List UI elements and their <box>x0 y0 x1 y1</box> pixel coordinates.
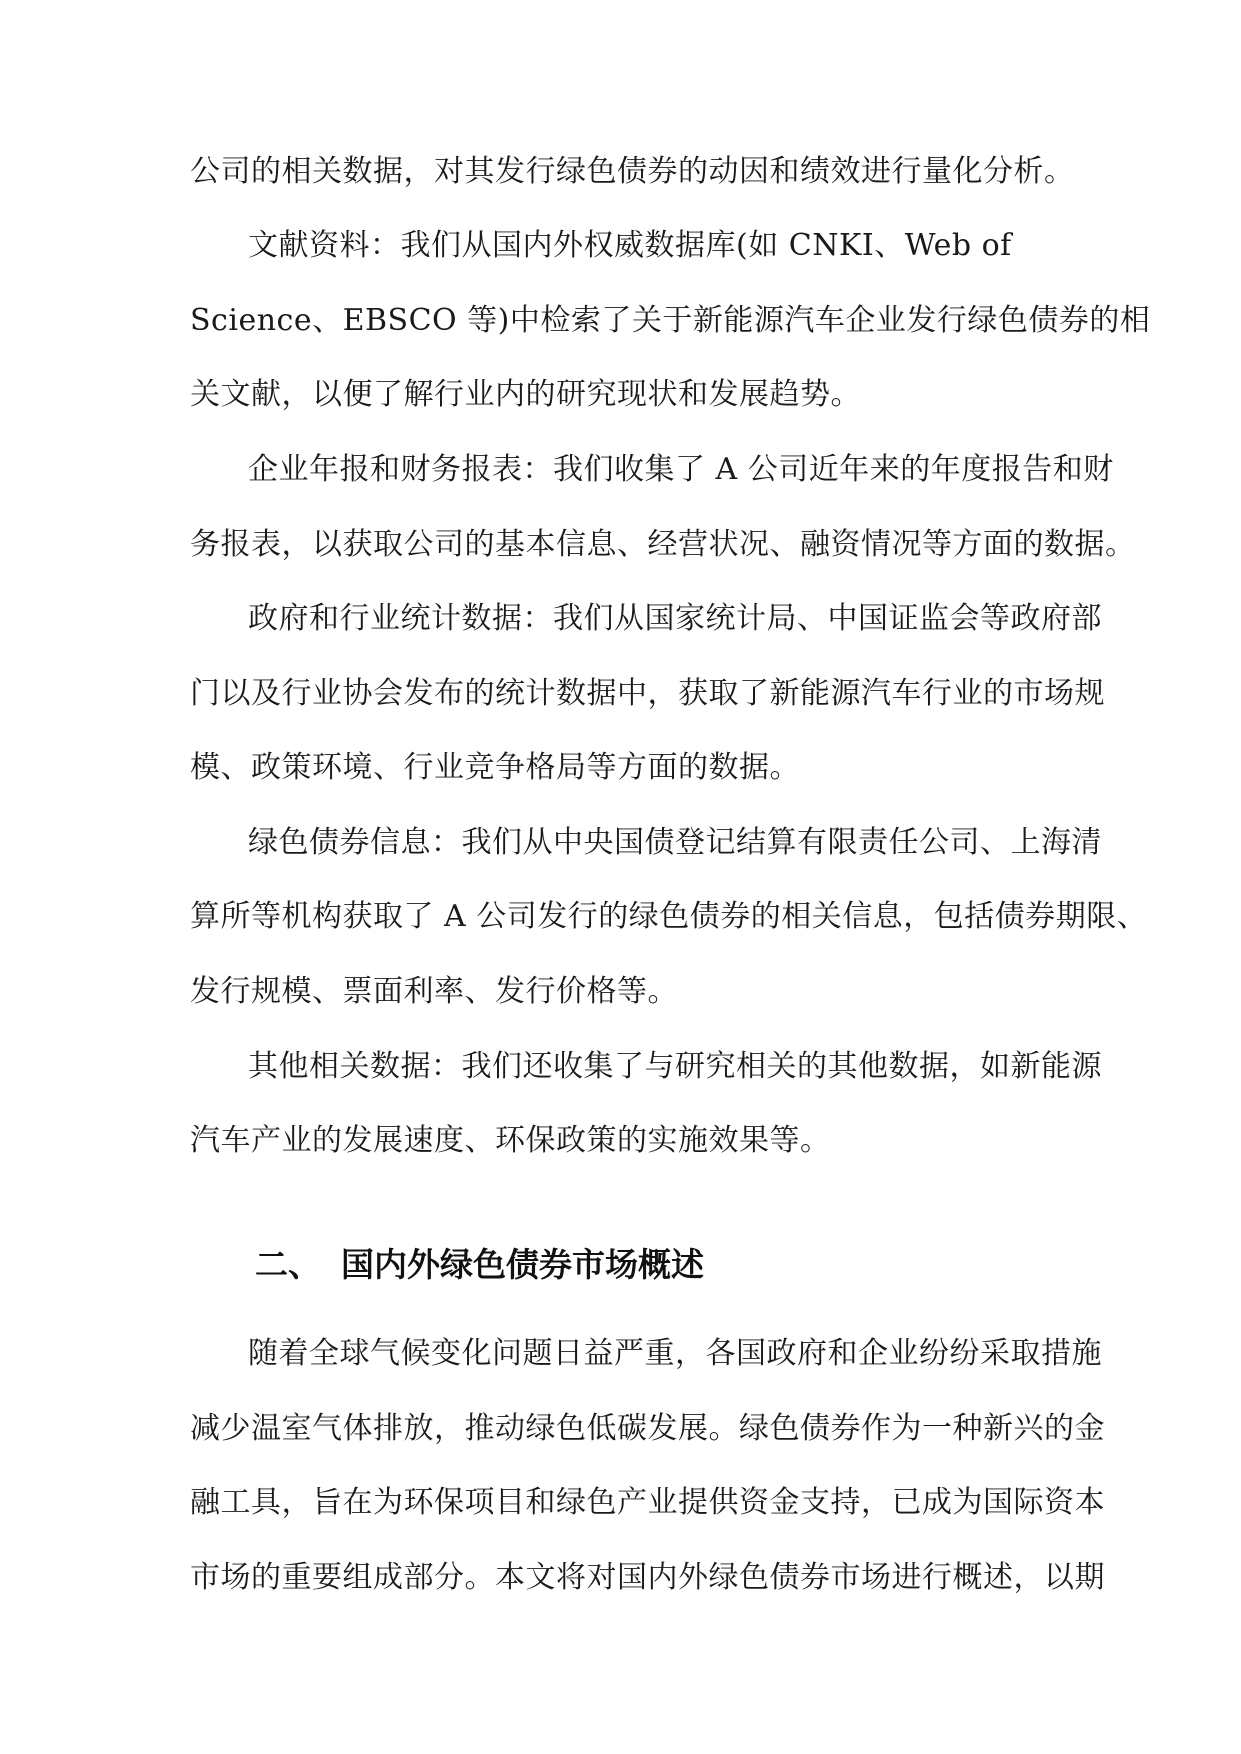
paragraph-line: 公司的相关数据，对其发行绿色债券的动因和绩效进行量化分析。 <box>190 154 1075 189</box>
paragraph-line: 绿色债券信息：我们从中央国债登记结算有限责任公司、上海清 <box>248 825 1102 860</box>
paragraph-line: 市场的重要组成部分。本文将对国内外绿色债券市场进行概述，以期 <box>190 1560 1105 1595</box>
paragraph-line: 关文献，以便了解行业内的研究现状和发展趋势。 <box>190 377 861 412</box>
paragraph-line: 算所等机构获取了 A 公司发行的绿色债券的相关信息，包括债券期限、 <box>190 899 1148 934</box>
section-heading <box>255 1245 704 1285</box>
paragraph-line: 文献资料：我们从国内外权威数据库(如 CNKI、Web of <box>248 228 1012 263</box>
paragraph-line: 政府和行业统计数据：我们从国家统计局、中国证监会等政府部 <box>248 601 1102 636</box>
paragraph-line: 企业年报和财务报表：我们收集了 A 公司近年来的年度报告和财 <box>248 452 1114 487</box>
paragraph-line: Science、EBSCO 等)中检索了关于新能源汽车企业发行绿色债券的相 <box>190 303 1151 338</box>
section-title: 国内外绿色债券市场概述 <box>341 1245 704 1284</box>
section-number: 二、 <box>255 1245 321 1284</box>
paragraph-line: 汽车产业的发展速度、环保政策的实施效果等。 <box>190 1123 831 1158</box>
paragraph-line: 门以及行业协会发布的统计数据中，获取了新能源汽车行业的市场规 <box>190 676 1105 711</box>
paragraph-line: 融工具，旨在为环保项目和绿色产业提供资金支持，已成为国际资本 <box>190 1485 1105 1520</box>
paragraph-line: 务报表，以获取公司的基本信息、经营状况、融资情况等方面的数据。 <box>190 527 1136 562</box>
paragraph-line: 随着全球气候变化问题日益严重，各国政府和企业纷纷采取措施 <box>248 1336 1102 1371</box>
paragraph-line: 发行规模、票面利率、发行价格等。 <box>190 974 678 1009</box>
paragraph-line: 减少温室气体排放，推动绿色低碳发展。绿色债券作为一种新兴的金 <box>190 1411 1105 1446</box>
paragraph-line: 模、政策环境、行业竞争格局等方面的数据。 <box>190 750 800 785</box>
paragraph-line: 其他相关数据：我们还收集了与研究相关的其他数据，如新能源 <box>248 1049 1102 1084</box>
